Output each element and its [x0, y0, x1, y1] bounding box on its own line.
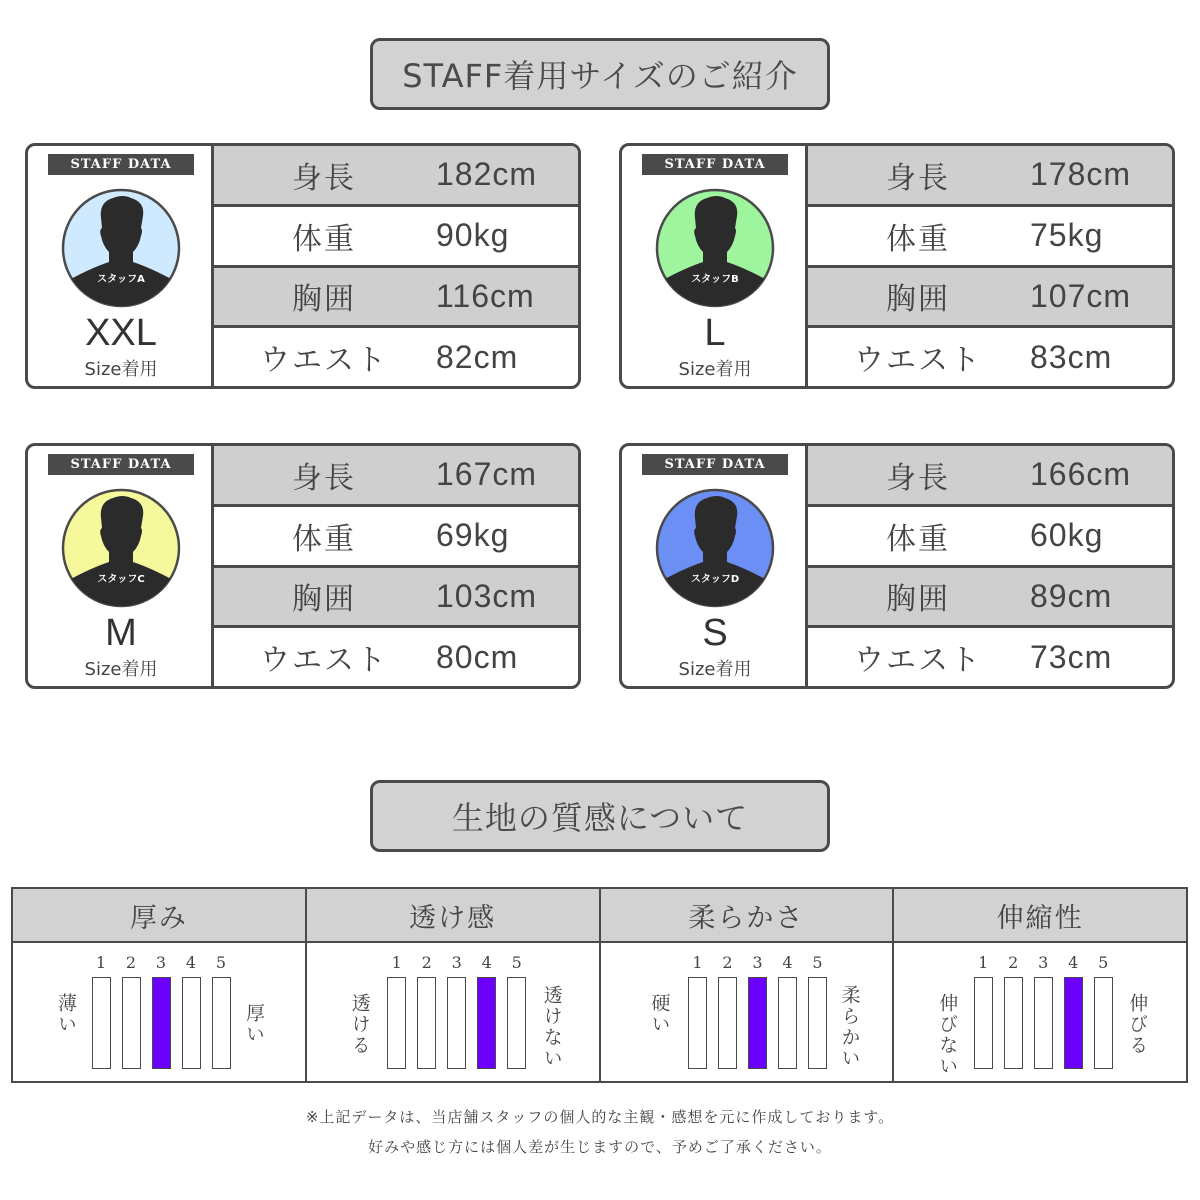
staff-avatar-icon [655, 188, 775, 308]
scale-number: 5 [215, 953, 227, 972]
texture-title: 柔らかさ [601, 889, 893, 943]
weight-row [808, 507, 1172, 568]
scale-bar [387, 977, 406, 1069]
staff-name: スタッフB [691, 274, 739, 285]
scale-cell [176, 953, 206, 1069]
staff-name: スタッフD [690, 574, 740, 585]
scale-bar [417, 977, 436, 1069]
height-value: 167cm [436, 456, 538, 493]
weight-row [214, 207, 578, 268]
staff-name: スタッフC [97, 574, 145, 585]
height-label: 身長 [292, 460, 356, 496]
scale-number: 1 [95, 953, 107, 972]
staff-data-badge: STAFF DATA [48, 454, 194, 475]
level-scale [86, 953, 236, 1069]
size-suffix-label: Size着用 [678, 659, 752, 680]
scale-bar [1094, 977, 1113, 1069]
scale-number: 1 [391, 953, 402, 972]
waist-value: 73cm [1030, 638, 1113, 675]
staff-name: スタッフA [97, 274, 145, 285]
height-label: 身長 [292, 160, 356, 196]
size-suffix-label: Size着用 [84, 359, 158, 380]
note-line-2: 好みや感じ方には個人差が生じますので、予めご了承ください。 [368, 1138, 832, 1156]
scale-high-label: 柔らかい [838, 985, 861, 1069]
scale-bar [718, 977, 737, 1069]
weight-label: 体重 [292, 221, 356, 257]
staff-card-b [619, 143, 1175, 389]
weight-label: 体重 [886, 521, 950, 557]
staff-size: L [704, 312, 726, 354]
staff-data-badge: STAFF DATA [642, 454, 788, 475]
scale-number: 3 [451, 953, 462, 972]
scale-bar [182, 977, 201, 1069]
height-value: 182cm [436, 156, 538, 193]
scale-bar [1004, 977, 1023, 1069]
scale-number: 5 [812, 953, 823, 972]
waist-label: ウエスト [260, 343, 388, 379]
staff-profile [28, 146, 214, 386]
texture-column [601, 889, 895, 1081]
chest-row [808, 268, 1172, 329]
scale-cell [1058, 953, 1088, 1069]
weight-label: 体重 [292, 521, 356, 557]
texture-column [894, 889, 1186, 1081]
waist-row [808, 628, 1172, 686]
weight-row [808, 207, 1172, 268]
scale-bar [152, 977, 171, 1069]
scale-cell [773, 953, 803, 1069]
scale-number: 4 [481, 953, 492, 972]
chest-value: 116cm [436, 277, 535, 314]
staff-size: M [105, 612, 137, 654]
scale-cell [998, 953, 1028, 1069]
waist-label: ウエスト [260, 643, 388, 679]
staff-measurements [214, 446, 578, 686]
chest-label: 胸囲 [292, 282, 356, 318]
staff-card-a [25, 143, 581, 389]
height-label: 身長 [886, 460, 950, 496]
staff-data-badge: STAFF DATA [642, 154, 788, 175]
scale-bar [974, 977, 993, 1069]
scale-cell [803, 953, 833, 1069]
staff-avatar-icon [61, 488, 181, 608]
size-suffix-label: Size着用 [84, 659, 158, 680]
chest-label: 胸囲 [292, 582, 356, 618]
scale-cell [442, 953, 472, 1069]
level-scale [968, 953, 1118, 1069]
texture-title: 伸縮性 [894, 889, 1186, 943]
scale-high-label: 伸びる [1126, 993, 1149, 1056]
texture-table [11, 887, 1188, 1083]
waist-row [214, 628, 578, 686]
scale-low-label: 薄い [55, 993, 77, 1035]
texture-title: 厚み [13, 889, 305, 943]
scale-number: 2 [1008, 953, 1019, 972]
scale-cell [86, 953, 116, 1069]
waist-label: ウエスト [854, 343, 982, 379]
scale-cell [502, 953, 532, 1069]
staff-measurements [214, 146, 578, 386]
staff-data-badge: STAFF DATA [48, 154, 194, 175]
waist-row [214, 328, 578, 386]
waist-value: 80cm [436, 638, 519, 675]
scale-low-label: 透ける [348, 993, 371, 1056]
chest-row [214, 568, 578, 629]
size-suffix-label: Size着用 [678, 359, 752, 380]
staff-profile [28, 446, 214, 686]
scale-bar [212, 977, 231, 1069]
level-scale [382, 953, 532, 1069]
scale-bar [1064, 977, 1083, 1069]
scale-cell [116, 953, 146, 1069]
weight-value: 69kg [436, 517, 510, 554]
chest-row [808, 568, 1172, 629]
weight-value: 90kg [436, 217, 510, 254]
scale-number: 2 [125, 953, 137, 972]
height-row [214, 146, 578, 207]
texture-column [307, 889, 601, 1081]
scale-number: 4 [185, 953, 197, 972]
waist-value: 82cm [436, 338, 519, 375]
scale-number: 4 [1068, 953, 1079, 972]
height-value: 178cm [1030, 156, 1132, 193]
scale-cell [206, 953, 236, 1069]
weight-value: 75kg [1030, 217, 1104, 254]
scale-bar [1034, 977, 1053, 1069]
scale-bar [808, 977, 827, 1069]
height-value: 166cm [1030, 456, 1132, 493]
scale-bar [778, 977, 797, 1069]
weight-label: 体重 [886, 221, 950, 257]
texture-title: 透け感 [307, 889, 599, 943]
scale-cell [1088, 953, 1118, 1069]
waist-label: ウエスト [854, 643, 982, 679]
staff-section-title: STAFF着用サイズのご紹介 [370, 38, 830, 110]
staff-size: S [702, 612, 728, 654]
staff-avatar-icon [61, 188, 181, 308]
height-label: 身長 [886, 160, 950, 196]
scale-cell [472, 953, 502, 1069]
scale-number: 2 [722, 953, 733, 972]
scale-cell [412, 953, 442, 1069]
scale-low-label: 伸びない [936, 993, 959, 1077]
scale-bar [92, 977, 111, 1069]
staff-size: XXL [85, 312, 157, 354]
scale-bar [748, 977, 767, 1069]
scale-bar [122, 977, 141, 1069]
scale-number: 3 [155, 953, 167, 972]
scale-number: 1 [692, 953, 703, 972]
chest-value: 107cm [1030, 277, 1132, 314]
height-row [808, 446, 1172, 507]
texture-section-title: 生地の質感について [370, 780, 830, 852]
staff-avatar-icon [655, 488, 775, 608]
texture-scale-area [13, 943, 305, 1081]
level-scale [683, 953, 833, 1069]
scale-number: 3 [1038, 953, 1049, 972]
scale-cell [968, 953, 998, 1069]
scale-cell [146, 953, 176, 1069]
scale-bar [477, 977, 496, 1069]
scale-bar [507, 977, 526, 1069]
texture-scale-area [307, 943, 599, 1081]
chest-label: 胸囲 [886, 582, 950, 618]
scale-bar [447, 977, 466, 1069]
staff-profile [622, 146, 808, 386]
texture-scale-area [601, 943, 893, 1081]
scale-number: 4 [782, 953, 793, 972]
chest-row [214, 268, 578, 329]
waist-row [808, 328, 1172, 386]
scale-low-label: 硬い [648, 993, 671, 1035]
scale-cell [683, 953, 713, 1069]
chest-label: 胸囲 [886, 282, 950, 318]
height-row [214, 446, 578, 507]
scale-number: 5 [1098, 953, 1109, 972]
staff-card-c [25, 443, 581, 689]
waist-value: 83cm [1030, 338, 1113, 375]
weight-value: 60kg [1030, 517, 1104, 554]
staff-card-d [619, 443, 1175, 689]
chest-value: 103cm [436, 577, 538, 614]
note-line-1: ※上記データは、当店舗スタッフの個人的な主観・感想を元に作成しております。 [305, 1108, 895, 1126]
scale-cell [713, 953, 743, 1069]
scale-cell [1028, 953, 1058, 1069]
scale-high-label: 厚い [243, 1003, 265, 1045]
texture-scale-area [894, 943, 1186, 1081]
height-row [808, 146, 1172, 207]
scale-number: 2 [421, 953, 432, 972]
scale-number: 5 [511, 953, 522, 972]
scale-bar [688, 977, 707, 1069]
scale-number: 1 [978, 953, 989, 972]
weight-row [214, 507, 578, 568]
chest-value: 89cm [1030, 577, 1113, 614]
scale-cell [382, 953, 412, 1069]
scale-cell [743, 953, 773, 1069]
scale-number: 3 [752, 953, 763, 972]
staff-measurements [808, 146, 1172, 386]
scale-high-label: 透けない [540, 985, 563, 1069]
staff-profile [622, 446, 808, 686]
staff-measurements [808, 446, 1172, 686]
texture-column [13, 889, 307, 1081]
